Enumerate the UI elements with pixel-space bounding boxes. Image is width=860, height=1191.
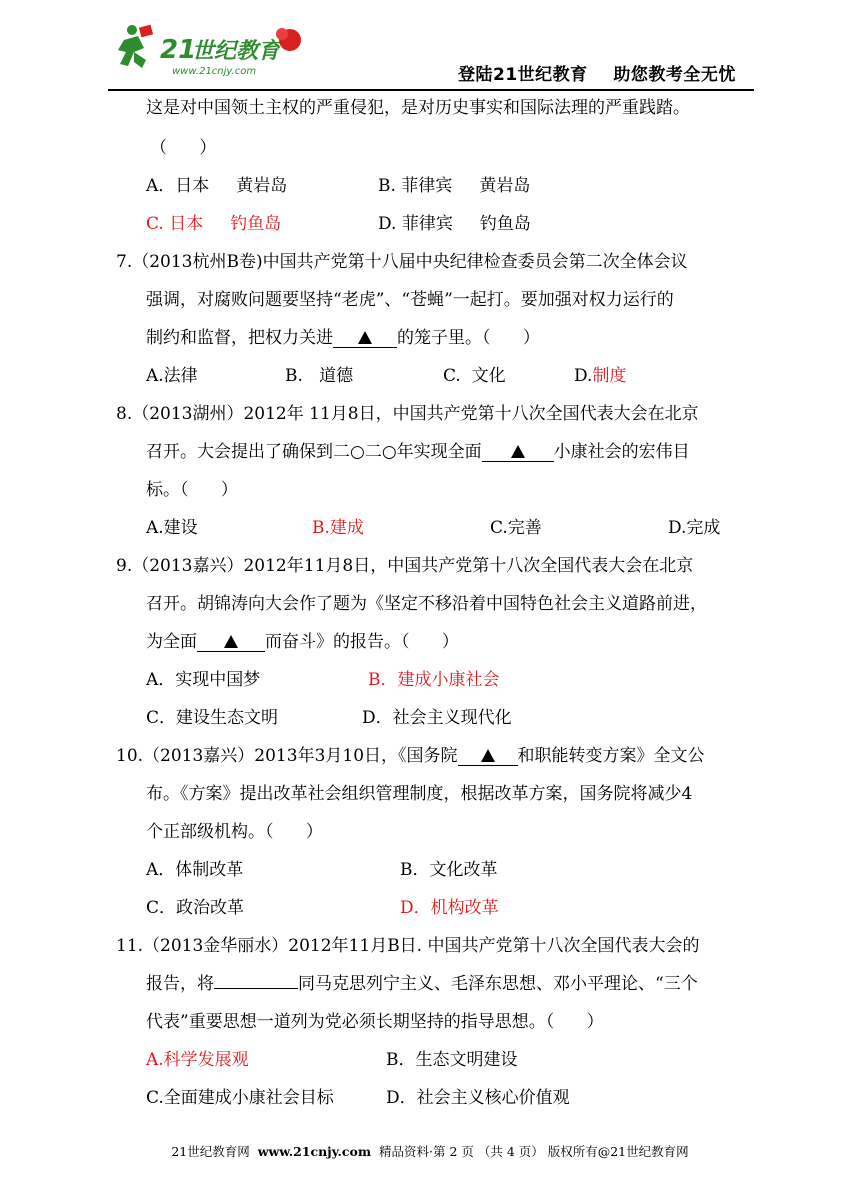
- q8-option-a: A.建设: [146, 518, 198, 538]
- q10-line-1-rest: 和职能转变方案》全文公: [517, 746, 705, 766]
- q10-option-a: A．体制改革: [146, 860, 244, 880]
- q10-line-2: 布。《方案》提出改革社会组织管理制度，根据改革方案，国务院将减少4: [146, 784, 693, 804]
- svg-text:www.21cnjy.com: www.21cnjy.com: [172, 66, 257, 77]
- q6-option-b: B. 菲律宾 黄岩岛: [378, 176, 531, 196]
- q10-line-1-text: 10.（2013嘉兴）2013年3月10日，《国务院: [116, 746, 458, 766]
- q11-line-1: 11.（2013金华丽水）2012年11月B日. 中国共产党第十八次全国代表大会的: [116, 936, 700, 956]
- q6-option-a: A．日本 黄岩岛: [146, 176, 288, 196]
- q11-blank: [214, 988, 298, 989]
- q7-line-3-text: 制约和监督，把权力关进: [146, 328, 333, 348]
- q6-option-d: D. 菲律宾 钓鱼岛: [378, 214, 531, 234]
- q9-line-3-rest: 而奋斗》的报告。（ ）: [265, 632, 459, 652]
- page-header: [0, 0, 860, 92]
- q7-option-d-answer: 制度: [592, 366, 627, 386]
- q8-option-d: D.完成: [668, 518, 721, 538]
- q7-line-3: [146, 328, 540, 348]
- q10-option-b: B．文化改革: [400, 860, 498, 880]
- triangle-icon: [481, 749, 495, 762]
- q7-option-c: C. 文化: [443, 366, 506, 386]
- q11-option-a-answer: A.科学发展观: [146, 1050, 249, 1070]
- q7-blank: [333, 329, 397, 348]
- q7-option-d-prefix: D.: [574, 366, 593, 386]
- q8-line-1: 8.（2013湖州）2012年 11月8日，中国共产党第十八次全国代表大会在北京: [116, 404, 699, 424]
- q11-option-b: B．生态文明建设: [386, 1050, 518, 1070]
- q9-option-d: D．社会主义现代化: [362, 708, 512, 728]
- q6-option-c-answer: C. 日本 钓鱼岛: [146, 214, 282, 234]
- q10-option-c: C．政治改革: [146, 898, 245, 918]
- q8-line-2-rest: 小康社会的宏伟目: [553, 442, 690, 462]
- triangle-icon: [358, 331, 372, 344]
- svg-text:21: 21: [160, 35, 197, 65]
- q8-option-c: C.完善: [490, 518, 542, 538]
- q8-option-b-answer: B.建成: [312, 518, 364, 538]
- header-slogan: 登陆21世纪教育 助您教考全无忧: [458, 65, 736, 85]
- q7-option-b: B. 道德: [285, 366, 354, 386]
- triangle-icon: [511, 445, 525, 458]
- q10-option-d-answer: D．机构改革: [400, 898, 499, 918]
- q9-blank: [197, 633, 265, 652]
- q11-line-2-text: 报告，将: [146, 974, 214, 994]
- q11-line-2-rest: 同马克思列宁主义、毛泽东思想、邓小平理论、“三个: [298, 974, 698, 994]
- q9-option-a: A．实现中国梦: [146, 670, 261, 690]
- q6-answer-paren: （ ）: [150, 138, 217, 158]
- q8-blank: [482, 443, 554, 462]
- q9-line-3: [146, 632, 459, 652]
- q11-option-c: C.全面建成小康社会目标: [146, 1088, 334, 1108]
- q7-line-2: 强调，对腐败问题要坚持“老虎”、“苍蝇”一起打。要加强对权力运行的: [146, 290, 674, 310]
- q10-blank: [458, 747, 518, 766]
- q9-option-c: C．建设生态文明: [146, 708, 279, 728]
- q7-line-3-rest: 的笼子里。（ ）: [397, 328, 540, 348]
- q7-line-1: 7.（2013杭州B卷)中国共产党第十八届中央纪律检查委员会第二次全体会议: [116, 252, 688, 272]
- footer-right: 精品资料·第 2 页 （共 4 页） 版权所有@21世纪教育网: [371, 1144, 689, 1159]
- q10-line-3: 个正部级机构。（ ）: [146, 822, 323, 842]
- q8-line-3: 标。（ ）: [146, 480, 238, 500]
- header-divider: [108, 89, 754, 91]
- svg-text:世纪教育: 世纪教育: [192, 39, 281, 64]
- footer-left: 21世纪教育网: [171, 1144, 258, 1159]
- running-figure-icon: [118, 25, 153, 68]
- q11-line-2: [146, 974, 698, 994]
- q10-line-1: [116, 746, 705, 766]
- q7-option-d: [574, 366, 626, 386]
- site-logo: [112, 18, 312, 82]
- footer-site-link[interactable]: www.21cnjy.com: [257, 1144, 372, 1159]
- q8-line-2: [146, 442, 690, 462]
- page-footer: [0, 1142, 860, 1160]
- q9-line-2: 召开。胡锦涛向大会作了题为《坚定不移沿着中国特色社会主义道路前进，: [146, 594, 707, 614]
- q9-line-3-text: 为全面: [146, 632, 197, 652]
- q8-line-2-text: 召开。大会提出了确保到二○二○年实现全面: [146, 442, 482, 462]
- q11-option-d: D．社会主义核心价值观: [386, 1088, 570, 1108]
- q11-line-3: 代表”重要思想一道列为党必须长期坚持的指导思想。（ ）: [146, 1012, 604, 1032]
- q6-line-1: 这是对中国领土主权的严重侵犯，是对历史事实和国际法理的严重践踏。: [146, 98, 690, 118]
- q7-option-a: A.法律: [146, 366, 198, 386]
- triangle-icon: [224, 635, 238, 648]
- q9-line-1: 9.（2013嘉兴）2012年11月8日，中国共产党第十八次全国代表大会在北京: [116, 556, 694, 576]
- q9-option-b-answer: B．建成小康社会: [368, 670, 500, 690]
